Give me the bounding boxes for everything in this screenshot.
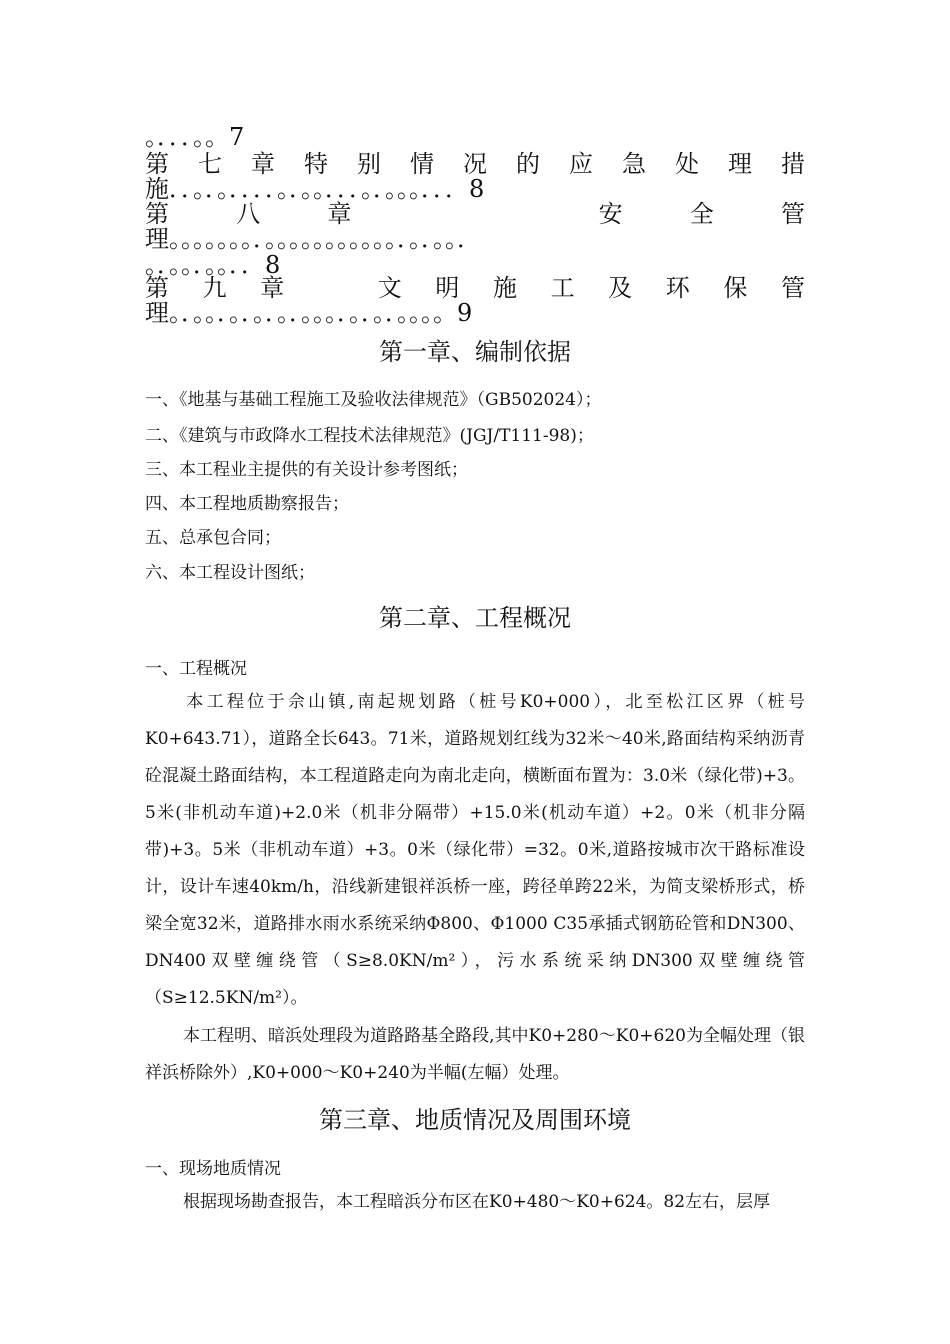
chapter-3-title: 第三章、地质情况及周围环境 — [319, 1106, 631, 1134]
toc-entry-chapter-8-dots: 理。。。。。。。．。。。。。。。。。。。．。．。。． — [145, 226, 481, 252]
toc-entry-chapter-8[interactable]: 第 八 章 安 全 管 — [145, 200, 805, 228]
basis-item-4: 四、本工程地质勘察报告； — [145, 494, 349, 514]
section-title: 一、现场地质情况 — [145, 1159, 281, 1179]
geology-paragraph: 根据现场勘查报告，本工程暗浜分布区在K0+480～K0+624。82左右，层厚 — [183, 1192, 771, 1212]
pond-treatment-paragraph: 本工程明、暗浜处理段为道路路基全路段,其中K0+280～K0+620为全幅处理（银祥浜桥除外）,K0+000～K0+240为半幅(左幅）处理。 — [145, 1026, 805, 1083]
basis-item-1: 一、《地基与基础工程施工及验收法律规范》（GB502024）； — [145, 390, 602, 410]
basis-item-3: 三、本工程业主提供的有关设计参考图纸； — [145, 460, 468, 480]
toc-entry-chapter-9-dots: 理。．。。．。．。．。．。。。．。．。．。。。。9 — [145, 300, 473, 326]
chapter-1-title: 第一章、编制依据 — [379, 338, 571, 366]
basis-item-5: 五、总承包合同； — [145, 528, 281, 548]
section-title: 一、工程概况 — [145, 659, 247, 679]
toc-line-continuation: 。．．．。。7 — [145, 124, 245, 150]
toc-entry-chapter-7[interactable]: 第 七 章 特 别 情 况 的 应 急 处 理 措 — [145, 150, 805, 178]
basis-item-2: 二、《建筑与市政降水工程技术法律规范》(JGJ/T111-98)； — [145, 426, 594, 446]
toc-entry-chapter-8-dots-2: 。．。。．。。．．8 — [145, 252, 281, 278]
basis-item-6: 六、本工程设计图纸； — [145, 563, 315, 583]
toc-entry-chapter-9[interactable]: 第 九 章 文 明 施 工 及 环 保 管 — [145, 274, 805, 302]
project-overview-paragraph: 本工程位于佘山镇,南起规划路（桩号K0+000），北至松江区界（桩号K0+643.71），道路全长643。71米，道路规划红线为32米～40米,路面结构采纳沥青砼混凝土路面结构，本工程道路走向为南北走向，横断面布置为：3.0米（绿化带)+3。5米(非机动车道)+2.0米（机非分隔带）+15.0米(机动车道）+2。0米（机非分隔带)+3。5米（非机动车道）+3。0米（绿化带）=32。0米,道路按城市次干路标准设计，设计车速40km/h，沿线新建银祥浜桥一座，跨径单跨22米，为简支梁桥形式，桥梁全宽32米，道路排水雨水系统采纳Φ800、Φ1000 C35承插式钢筋砼管和DN300、DN400双壁缠绕管（S≥8.0KN/m²），污水系统采纳DN300双壁缠绕管（S≥12.5KN/m²）。 — [145, 692, 805, 1008]
chapter-2-title: 第二章、工程概况 — [379, 604, 571, 632]
toc-entry-chapter-7-dots: 施．．。．。．．．．。．。。．．．。．。。。．．．8 — [145, 176, 485, 202]
